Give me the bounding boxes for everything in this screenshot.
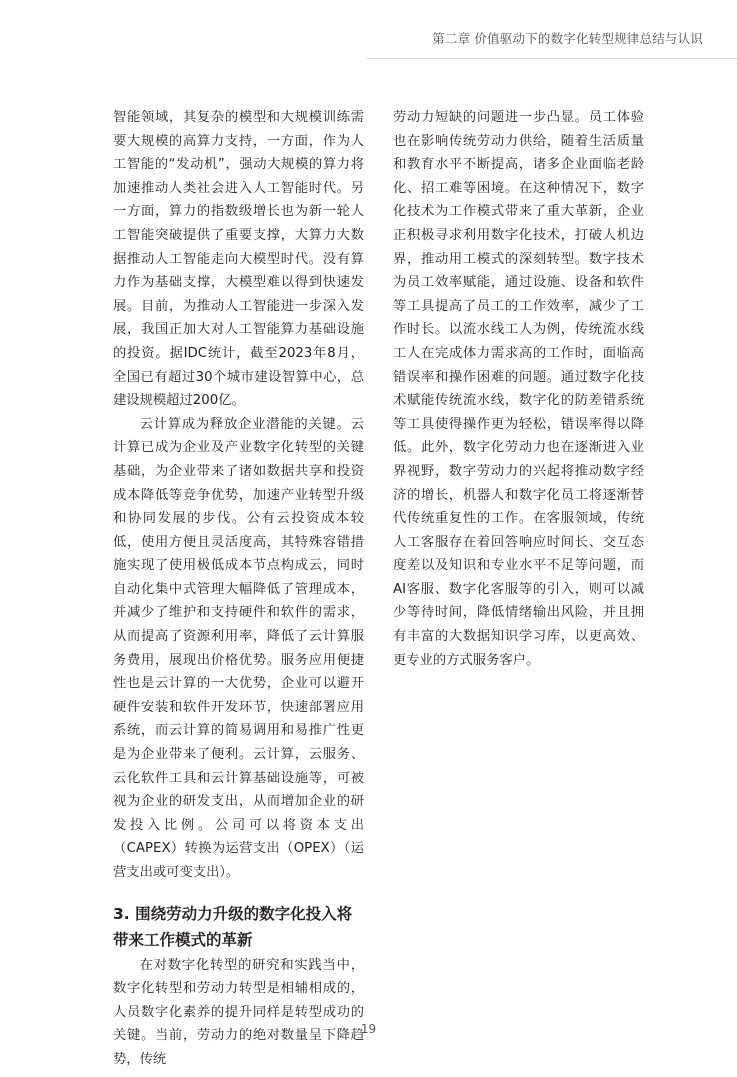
- body-paragraph: 在对数字化转型的研究和实践当中，数字化转型和劳动力转型是相辅相成的，人员数字化素养的提升同样是转型成功的关键。当前，劳动力的绝对数量呈下降趋势，传统: [113, 957, 364, 1067]
- body-paragraph: 云计算成为释放企业潜能的关键。云计算已成为企业及产业数字化转型的关键基础，为企业带来了诸如数据共享和投资成本降低等竞争优势，加速产业转型升级和协同发展的步伐。公有云投资成本较低，使用方便且灵活度高，其特殊容错措施实现了使用极低成本节点构成云，同时自动化集中式管理大幅降低了管理成本，并减少了维护和支持硬件和软件的需求，从而提高了资源利用率，降低了云计算服务费用，展现出价格优势。服务应用便捷性也是云计算的一大优势，企业可以避开硬件安装和软件开发环节，快速部署应用系统，而云计算的简易调用和易推广性更是为企业带来了便利。云计算，云服务、云化软件工具和云计算基础设施等，可被视为企业的研发支出，从而增加企业的研发投入比例。公司可以将资本支出（CAPEX）转换为运营支出（OPEX）（运营支出或可变支出）。: [113, 416, 364, 880]
- right-column: [393, 106, 644, 672]
- running-header: 第二章 价值驱动下的数字化转型规律总结与认识: [432, 31, 703, 46]
- page-number: 19: [360, 1022, 377, 1036]
- section-heading: 3. 围绕劳动力升级的数字化投入将带来工作模式的革新: [113, 904, 353, 949]
- body-paragraph: 智能领域，其复杂的模型和大规模训练需要大规模的高算力支持，一方面，作为人工智能的“发动机”，强动大规模的算力将加速推动人类社会进入人工智能时代。另一方面，算力的指数级增长也为新一轮人工智能突破提供了重要支撑，大算力大数据推动人工智能走向大模型时代。没有算力作为基础支撑，大模型难以得到快速发展。目前，为推动人工智能进一步深入发展，我国正加大对人工智能算力基础设施的投资。据IDC统计，截至2023年8月，全国已有超过30个城市建设智算中心，总建设规模超过200亿。: [113, 110, 364, 409]
- body-paragraph: 劳动力短缺的问题进一步凸显。员工体验也在影响传统劳动力供给，随着生活质量和教育水平不断提高，诸多企业面临老龄化、招工难等困境。在这种情况下，数字化技术为工作模式带来了重大革新，企业正积极寻求利用数字化技术，打破人机边界，推动用工模式的深刻转型。数字技术为员工效率赋能，通过设施、设备和软件等工具提高了员工的工作效率，减少了工作时长。以流水线工人为例，传统流水线工人在完成体力需求高的工作时，面临高错误率和操作困难的问题。通过数字化技术赋能传统流水线，数字化的防差错系统等工具使得操作更为轻松，错误率得以降低。此外，数字化劳动力也在逐渐进入业界视野，数字劳动力的兴起将推动数字经济的增长，机器人和数字化员工将逐渐替代传统重复性的工作。在客服领域，传统人工客服存在着回答响应时间长、交互态度差以及知识和专业水平不足等问题，而AI客服、数字化客服等的引入，则可以减少等待时间，降低情绪输出风险，并且拥有丰富的大数据知识学习库，以更高效、更专业的方式服务客户。: [393, 110, 644, 668]
- left-column: [113, 106, 364, 1072]
- header-divider: [367, 58, 737, 59]
